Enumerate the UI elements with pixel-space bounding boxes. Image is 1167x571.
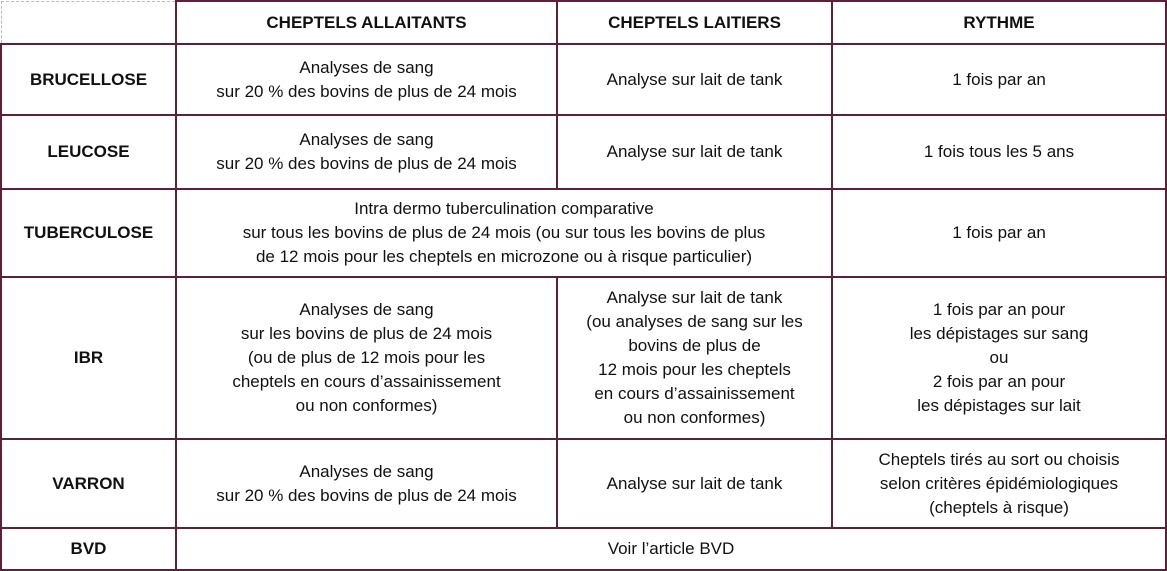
brucellose-rythme: 1 fois par an [832,44,1166,115]
ibr-rythme: 1 fois par an pour les dépistages sur sang ou 2 fois par an pour les dépistages sur lait [832,277,1166,439]
brucellose-laitiers: Analyse sur lait de tank [557,44,832,115]
tuberculose-merged: Intra dermo tuberculination comparative sur tous les bovins de plus de 24 mois (ou sur tous les bovins de plus de 12 mois pour les cheptels en microzone ou à risque particulier) [176,189,832,277]
corner-cell [1,1,176,44]
row-label-varron: VARRON [1,439,176,528]
ibr-laitiers: Analyse sur lait de tank (ou analyses de sang sur les bovins de plus de 12 mois pour les cheptels en cours d’assainissement ou non conformes) [557,277,832,439]
row-varron [1,439,1166,528]
leucose-allaitants: Analyses de sang sur 20 % des bovins de plus de 24 mois [176,115,557,189]
varron-rythme: Cheptels tirés au sort ou choisis selon critères épidémiologiques (cheptels à risque) [832,439,1166,528]
header-row [1,1,1166,44]
row-brucellose [1,44,1166,115]
ibr-allaitants: Analyses de sang sur les bovins de plus de 24 mois (ou de plus de 12 mois pour les cheptels en cours d’assainissement ou non conformes) [176,277,557,439]
varron-allaitants: Analyses de sang sur 20 % des bovins de plus de 24 mois [176,439,557,528]
row-label-leucose: LEUCOSE [1,115,176,189]
varron-laitiers: Analyse sur lait de tank [557,439,832,528]
row-bvd [1,528,1166,570]
header-allaitants: CHEPTELS ALLAITANTS [176,1,557,44]
row-label-brucellose: BRUCELLOSE [1,44,176,115]
row-label-tuberculose: TUBERCULOSE [1,189,176,277]
brucellose-allaitants: Analyses de sang sur 20 % des bovins de plus de 24 mois [176,44,557,115]
tuberculose-rythme: 1 fois par an [832,189,1166,277]
row-leucose [1,115,1166,189]
row-ibr [1,277,1166,439]
row-label-ibr: IBR [1,277,176,439]
bvd-merged: Voir l’article BVD [176,528,1166,570]
row-label-bvd: BVD [1,528,176,570]
leucose-laitiers: Analyse sur lait de tank [557,115,832,189]
header-laitiers: CHEPTELS LAITIERS [557,1,832,44]
header-rythme: RYTHME [832,1,1166,44]
leucose-rythme: 1 fois tous les 5 ans [832,115,1166,189]
row-tuberculose [1,189,1166,277]
